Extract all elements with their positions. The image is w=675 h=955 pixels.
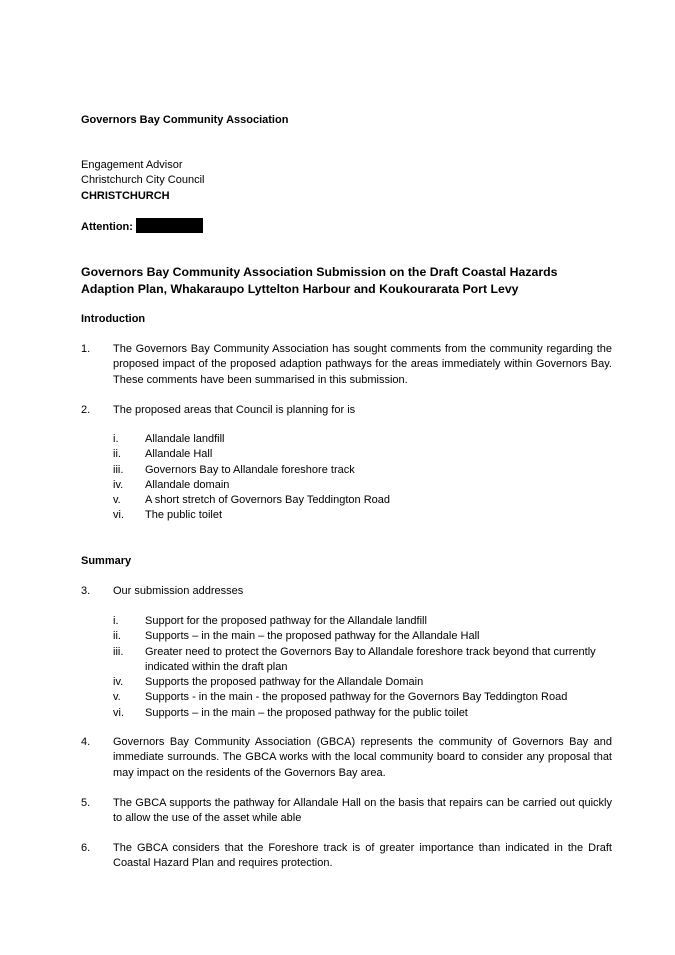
list-item-text: Greater need to protect the Governors Bay to Allandale foreshore track beyond that currently indicated within the draft plan — [145, 645, 596, 673]
list-item-text: Support for the proposed pathway for the Allandale landfill — [145, 615, 427, 627]
list-item-text: Allandale landfill — [145, 433, 225, 445]
paragraph-text: The GBCA supports the pathway for Allandale Hall on the basis that repairs can be carried out quickly to allow the use of the asset while able — [113, 797, 612, 825]
list-item-text: Allandale Hall — [145, 448, 213, 461]
list-item-text: Supports - in the main - the proposed pathway for the Governors Bay Teddington Road — [145, 691, 568, 704]
organization-name: Governors Bay Community Association — [81, 114, 289, 126]
section-heading-summary: Summary — [81, 555, 132, 567]
list-item-number: iii. — [113, 645, 124, 658]
recipient-address — [81, 158, 612, 204]
list-item-number: i. — [113, 433, 119, 445]
list-item-number: iii. — [113, 463, 124, 476]
list-item — [113, 645, 612, 676]
list-item — [113, 463, 612, 478]
paragraph-text: The GBCA considers that the Foreshore track is of greater importance than indicated in the Draft Coastal Hazard Plan and requires protection. — [113, 842, 612, 870]
numbered-paragraph-4 — [81, 735, 612, 781]
attention-line — [81, 218, 612, 235]
numbered-paragraph-5 — [81, 796, 612, 827]
redaction-box — [136, 218, 203, 233]
list-item-number: i. — [113, 615, 119, 627]
list-item-number: vi. — [113, 706, 124, 719]
list-item — [113, 675, 612, 690]
list-item-number: ii. — [113, 630, 121, 643]
recipient-line-1: Engagement Advisor — [81, 159, 183, 171]
paragraph-text: Governors Bay Community Association (GBCA) represents the community of Governors Bay and immediate surrounds. The GBCA works with the local community board to consider any proposal that may impact on the residents of the Governors Bay area. — [113, 736, 612, 779]
document-title: Governors Bay Community Association Submission on the Draft Coastal Hazards Adaption Plan, Whakaraupo Lyttelton Harbour and Koukourarata Port Levy — [81, 265, 558, 296]
numbered-paragraph-1 — [81, 342, 612, 388]
recipient-line-3: CHRISTCHURCH — [81, 189, 170, 202]
paragraph-number: 2. — [81, 404, 91, 416]
list-item-text: Governors Bay to Allandale foreshore track — [145, 463, 355, 476]
list-item — [113, 478, 612, 493]
paragraph-number: 3. — [81, 585, 91, 597]
paragraph-number: 4. — [81, 736, 91, 748]
list-item-text: The public toilet — [145, 509, 223, 522]
list-item-number: ii. — [113, 448, 121, 461]
paragraph-number: 6. — [81, 842, 91, 854]
paragraph-text: Our submission addresses — [113, 585, 244, 597]
list-item — [113, 614, 612, 629]
paragraph-text: The proposed areas that Council is planning for is — [113, 404, 356, 416]
numbered-paragraph-6 — [81, 841, 612, 872]
list-item-number: v. — [113, 494, 121, 507]
list-item-text: Allandale domain — [145, 478, 230, 491]
list-item — [113, 432, 612, 447]
section-heading-introduction: Introduction — [81, 313, 146, 325]
numbered-paragraph-2 — [81, 403, 612, 418]
list-item-number: v. — [113, 691, 121, 704]
list-item-text: A short stretch of Governors Bay Teddington Road — [145, 494, 390, 507]
list-item-text: Supports – in the main – the proposed pathway for the public toilet — [145, 706, 468, 719]
areas-list — [113, 432, 612, 524]
list-item-text: Supports – in the main – the proposed pathway for the Allandale Hall — [145, 630, 480, 643]
list-item — [113, 493, 612, 508]
paragraph-number: 1. — [81, 343, 91, 355]
attention-label: Attention: — [81, 221, 133, 233]
numbered-paragraph-3 — [81, 584, 612, 599]
list-item-text: Supports the proposed pathway for the Allandale Domain — [145, 676, 424, 689]
submission-list — [113, 614, 612, 721]
paragraph-text: The Governors Bay Community Association has sought comments from the community regarding the proposed impact of the proposed adaption pathways for the areas immediately within Governors Bay. These comments have been summarised in this submission. — [113, 343, 612, 386]
list-item — [113, 447, 612, 462]
list-item — [113, 508, 612, 523]
list-item — [113, 690, 612, 705]
recipient-line-2: Christchurch City Council — [81, 174, 205, 187]
list-item-number: vi. — [113, 509, 124, 522]
list-item-number: iv. — [113, 478, 124, 491]
list-item-number: iv. — [113, 676, 124, 689]
paragraph-number: 5. — [81, 797, 91, 809]
list-item — [113, 706, 612, 721]
list-item — [113, 629, 612, 644]
